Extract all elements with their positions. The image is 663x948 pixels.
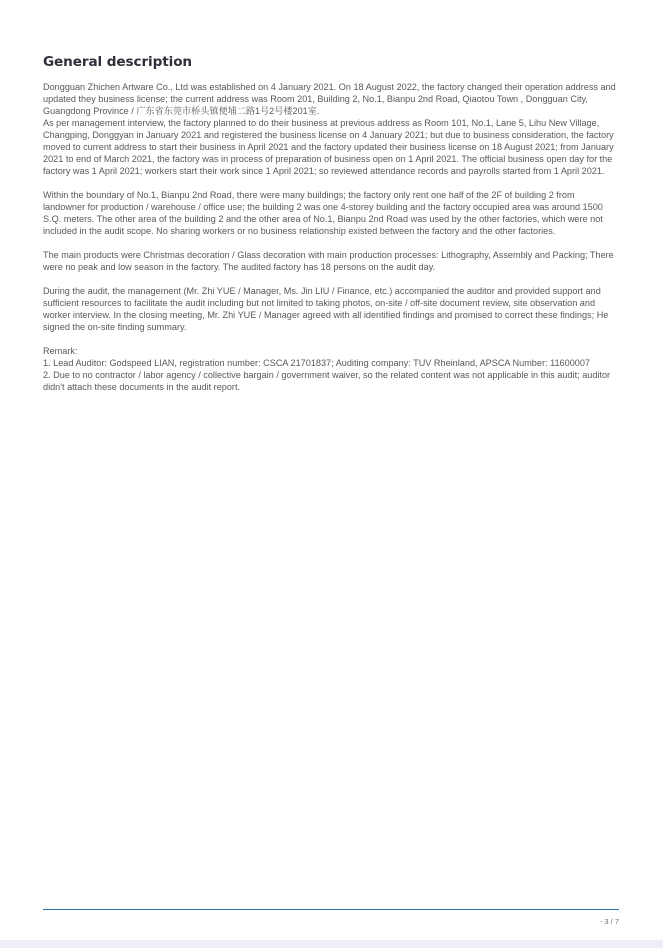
spacer xyxy=(43,177,617,189)
paragraph-audit-process: During the audit, the management (Mr. Zhi YUE / Manager, Ms. Jin LIU / Finance, etc.) accompanied the auditor and provided support and sufficient resources to facilitate the audit including but not limited to taking photos, on-site / off-site document review, site observation and worker interview. In the closing meeting, Mr. Zhi YUE / Manager agreed with all identified findings and promised to correct these findings; He signed the on-site finding summary. xyxy=(43,286,609,332)
section-heading: General description xyxy=(43,54,193,70)
paragraph-building-boundary: Within the boundary of No.1, Bianpu 2nd Road, there were many buildings; the factory only rent one half of the 2F of building 2 from landowner for production / warehouse / office use; the building 2 was one 4-storey building and the factory occupied area was around 1500 S.Q. meters. The other area of the building 2 and the other area of No.1, Bianpu 2nd Road was used by the other factories, which were not included in the audit scope. No sharing workers or no business relationship existed between the factory and the other factories. xyxy=(43,190,603,236)
paragraph-management-interview: As per management interview, the factory planned to do their business at previous address as Room 101, No.1, Lane 5, Lihu New Village, Changping, Donggyan in January 2021 and registered the business license on 4 January 2021; but due to business consideration, the factory moved to current address to start their business in April 2021 and the factory updated their business license on 18 August 2021; from January 2021 to end of March 2021, the factory was in process of preparation of business open on 1 April 2021. The official business open day for the factory was 1 April 2021; workers start their work since 1 April 2021; so reviewed attendance records and payrolls started from 1 April 2021. xyxy=(43,118,614,176)
general-description-section xyxy=(43,54,617,393)
remark-item-not-applicable: 2. Due to no contractor / labor agency / collective bargain / government waiver, so the related content was not applicable in this audit; auditor didn't attach these documents in the audit report. xyxy=(43,370,611,392)
spacer xyxy=(43,273,617,285)
spacer xyxy=(43,333,617,345)
paragraph-company-info: Dongguan Zhichen Artware Co., Ltd was established on 4 January 2021. On 18 August 2022, the factory changed their operation address and updated they business license; the current address was Room 201, Building 2, No.1, Bianpu 2nd Road, Qiaotou Town , Dongguan City, Guangdong Province / 广东省东莞市桥头镇便埔二路1号2号楼201室. xyxy=(43,82,616,116)
footer-divider xyxy=(43,909,619,910)
paragraph-main-products: The main products were Christmas decoration / Glass decoration with main production processes: Lithography, Assembly and Packing; There were no peak and low season in the factory. The audited factory has 18 persons on the audit day. xyxy=(43,250,614,272)
spacer xyxy=(43,237,617,249)
remark-label: Remark: xyxy=(43,346,78,356)
page-bottom-edge xyxy=(0,940,663,948)
page-number: - 3 / 7 xyxy=(599,917,619,926)
remark-item-auditor: 1. Lead Auditor: Godspeed LIAN, registration number: CSCA 21701837; Auditing company: TUV Rheinland, APSCA Number: 11600007 xyxy=(43,358,590,368)
